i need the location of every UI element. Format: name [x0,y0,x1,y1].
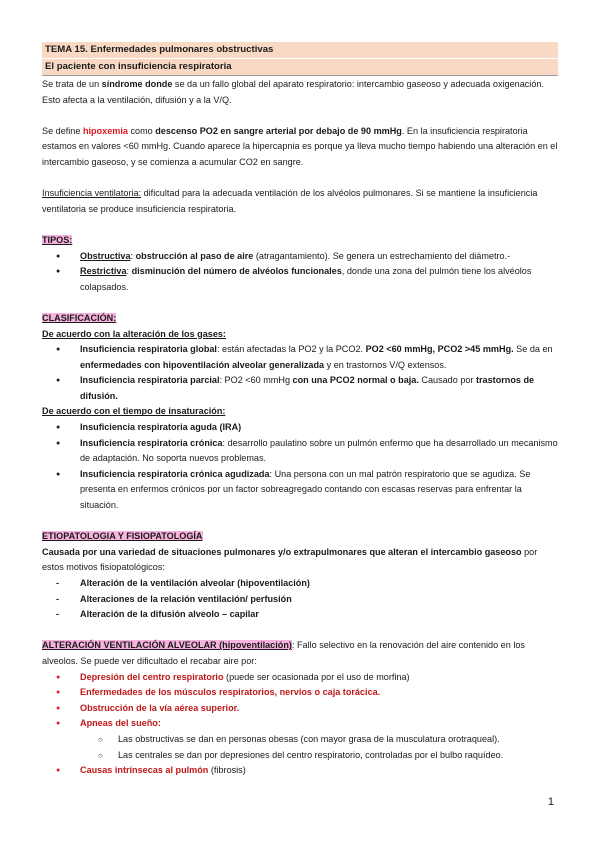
list-item: ● Insuficiencia respiratoria crónica agudizada: Una persona con un mal patrón respiratorio que se agudiza. Se presenta en enfermos crónicos por un factor sobreagregado contando con escasas reservas para enfrentar la situación. [42,467,558,514]
list-item: ● Restrictiva: disminución del número de alvéolos funcionales, donde una zona del pulmón tiene los alvéolos colapsados. [42,264,558,295]
list-item: ○ Las obstructivas se dan en personas obesas (con mayor grasa de la musculatura orotraqueal). [42,732,558,748]
clasificacion-sub-gases: De acuerdo con la alteración de los gases: [42,328,226,339]
intro-paragraph-2: Se define hipoxemia como descenso PO2 en sangre arterial por debajo de 90 mmHg. En la insuficiencia respiratoria estamos en valores <60 mmHg. Cuando aparece la hipercapnia es porque ya lleva mucho tiempo habiendo una alteración en el intercambio gaseoso, y se comienza a acumular CO2 en sangre. [42,125,558,167]
list-item: - Alteración de la difusión alveolo – capilar [42,607,558,623]
intro-paragraph-1: Se trata de un síndrome donde se da un fallo global del aparato respiratorio: intercambio gaseoso y adecuada oxigenación. Esto afecta a la ventilación, difusión y a la V/Q. [42,79,544,105]
alteracion-paragraph: ALTERACIÓN VENTILACIÓN ALVEOLAR (hipoventilación): Fallo selectivo en la renovación del aire contenido en los alveolos. Se puede ver dificultado el recabar aire por: [42,640,525,666]
document-page [42,42,558,779]
alteracion-list [42,670,558,779]
list-item: ● Insuficiencia respiratoria crónica: desarrollo paulatino sobre un pulmón enfermo que ha desarrollado un mecanismo de adaptación. No soporta nuevos problemas. [42,436,558,467]
tipos-list [42,249,558,296]
tiempo-list [42,420,558,514]
list-item: ● Obstrucción de la vía aérea superior. [42,701,558,717]
page-number: 1 [547,796,554,808]
intro-paragraph-3: Insuficiencia ventilatoria: dificultad para la adecuada ventilación de los alvéolos pulmonares. Si se mantiene la insuficiencia ventilatoria se produce insuficiencia respiratoria. [42,188,538,214]
etiologia-list [42,576,558,623]
etiologia-intro: Causada por una variedad de situaciones pulmonares y/o extrapulmonares que alteran el intercambio gaseoso por estos motivos fisiopatológicos: [42,546,538,573]
list-item: ● Causas intrínsecas al pulmón (fibrosis) [42,763,558,779]
doc-title: TEMA 15. Enfermedades pulmonares obstructivas [42,42,558,58]
list-item: - Alteraciones de la relación ventilación/ perfusión [42,592,558,608]
gases-list [42,342,558,404]
list-item: ● Insuficiencia respiratoria parcial: PO2 <60 mmHg con una PCO2 normal o baja. Causado por trastornos de difusión. [42,373,558,404]
list-item: ○ Las centrales se dan por depresiones del centro respiratorio, controladas por el bulbo raquídeo. [42,748,558,764]
list-item: ● Apneas del sueño: [42,716,558,732]
clasificacion-heading: CLASIFICACIÓN: [42,312,117,323]
list-item: ● Insuficiencia respiratoria global: están afectadas la PO2 y la PCO2. PO2 <60 mmHg, PCO2 >45 mmHg. Se da en enfermedades con hipoventilación alveolar generalizada y en trastornos V/Q extensos. [42,342,558,373]
list-item: - Alteración de la ventilación alveolar (hipoventilación) [42,576,558,592]
list-item: ● Depresión del centro respiratorio (puede ser ocasionada por el uso de morfina) [42,670,558,686]
tipos-heading: TIPOS: [42,234,73,245]
list-item: ● Obstructiva: obstrucción al paso de aire (atragantamiento). Se genera un estrechamiento del diámetro.- [42,249,558,265]
etiologia-heading: ETIOPATOLOGIA Y FISIOPATOLOGÍA [42,531,203,542]
clasificacion-sub-tiempo: De acuerdo con el tiempo de insaturación: [42,406,226,417]
doc-subtitle: El paciente con insuficiencia respiratoria [42,59,558,76]
list-item: ● Enfermedades de los músculos respiratorios, nervios o caja torácica. [42,685,558,701]
list-item: ● Insuficiencia respiratoria aguda (IRA) [42,420,558,436]
